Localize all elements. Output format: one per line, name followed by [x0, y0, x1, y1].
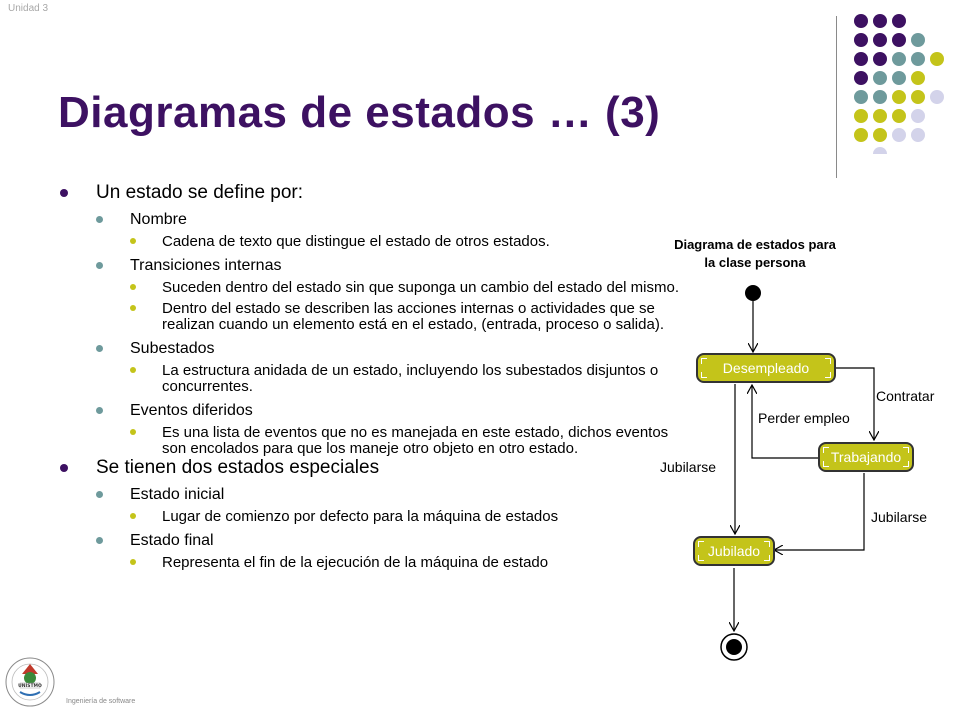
state-desempleado [696, 353, 836, 383]
bullet-transiciones-desc-2: Dentro del estado se describen las acciones internas o actividades que se realizan cuando un elemento está en el estado, (entrada, proceso o salida). [130, 301, 682, 333]
dot [911, 90, 925, 104]
state-corner [903, 461, 909, 467]
diagram-title-line-1: Diagrama de estados para [674, 237, 836, 252]
state-corner [823, 447, 829, 453]
dot [892, 14, 906, 28]
transition-jubilarse-2 [774, 473, 864, 550]
dot [854, 71, 868, 85]
dot [854, 33, 868, 47]
label-contratar: Contratar [876, 388, 935, 404]
dot [892, 128, 906, 142]
state-corner [825, 358, 831, 364]
state-corner [698, 555, 704, 561]
state-jubilado [693, 536, 775, 566]
footer-text: Ingeniería de software [66, 698, 136, 705]
dot [930, 52, 944, 66]
unit-label: Unidad 3 [8, 3, 49, 14]
decorative-dot-grid [852, 14, 952, 154]
dot [873, 109, 887, 123]
dot [873, 33, 887, 47]
dot [873, 71, 887, 85]
dot [873, 128, 887, 142]
dot [892, 52, 906, 66]
dot [873, 90, 887, 104]
final-state-node-core [726, 639, 742, 655]
state-corner [823, 461, 829, 467]
dot [930, 90, 944, 104]
state-corner [701, 372, 707, 378]
diagram-title-line-2: la clase persona [704, 255, 806, 270]
decorative-divider [836, 16, 837, 178]
label-jubilarse-2: Jubilarse [871, 509, 928, 525]
bullet-estados-especiales: Se tienen dos estados especiales [60, 457, 660, 479]
dot [911, 128, 925, 142]
bullet-estado-inicial: Estado inicial [96, 485, 660, 504]
bullet-estado-inicial-desc: Lugar de comienzo por defecto para la máquina de estados [130, 509, 682, 525]
dot [911, 52, 925, 66]
transition-contratar [834, 368, 874, 440]
state-corner [764, 555, 770, 561]
initial-state-node [745, 285, 761, 301]
bullet-content [60, 182, 680, 571]
bullet-estado-final-desc: Representa el fin de la ejecución de la máquina de estado [130, 555, 682, 571]
state-jubilado-label: Jubilado [707, 543, 761, 559]
bullet-estado-final: Estado final [96, 531, 660, 550]
state-desempleado-label: Desempleado [722, 360, 810, 376]
bullet-eventos-desc: Es una lista de eventos que no es manejada en este estado, dichos eventos son encolados para que los maneje otro objeto en otro estado. [130, 425, 682, 457]
state-corner [825, 372, 831, 378]
dot [911, 33, 925, 47]
dot [854, 90, 868, 104]
bullet-transiciones-desc-1: Suceden dentro del estado sin que suponga un cambio del estado del mismo. [130, 280, 682, 296]
dot [854, 109, 868, 123]
svg-text:UNISTMO: UNISTMO [18, 684, 42, 689]
dot [854, 128, 868, 142]
state-corner [701, 358, 707, 364]
dot [911, 71, 925, 85]
label-jubilarse-1: Jubilarse [660, 459, 717, 475]
dot [854, 52, 868, 66]
university-seal-logo [4, 652, 56, 716]
state-trabajando [818, 442, 914, 472]
state-corner [698, 541, 704, 547]
dot [873, 14, 887, 28]
state-corner [903, 447, 909, 453]
bullet-eventos: Eventos diferidos [96, 401, 660, 420]
bullet-subestados-desc: La estructura anidada de un estado, incluyendo los subestados disjuntos o concurrentes. [130, 363, 682, 395]
bullet-transiciones: Transiciones internas [96, 256, 660, 275]
dot [873, 52, 887, 66]
dot [892, 71, 906, 85]
dot [892, 90, 906, 104]
slide-title: Diagramas de estados … (3) [58, 88, 661, 137]
bullet-nombre: Nombre [96, 210, 660, 229]
dot [854, 14, 868, 28]
bullet-nombre-desc: Cadena de texto que distingue el estado de otros estados. [130, 234, 682, 250]
dot [892, 109, 906, 123]
dot [911, 109, 925, 123]
dot [873, 147, 887, 154]
state-corner [764, 541, 770, 547]
bullet-estado-definicion: Un estado se define por: [60, 182, 660, 204]
state-diagram [640, 228, 960, 668]
dot [892, 33, 906, 47]
label-perder-empleo: Perder empleo [758, 410, 850, 426]
state-trabajando-label: Trabajando [830, 449, 902, 465]
bullet-subestados: Subestados [96, 339, 660, 358]
